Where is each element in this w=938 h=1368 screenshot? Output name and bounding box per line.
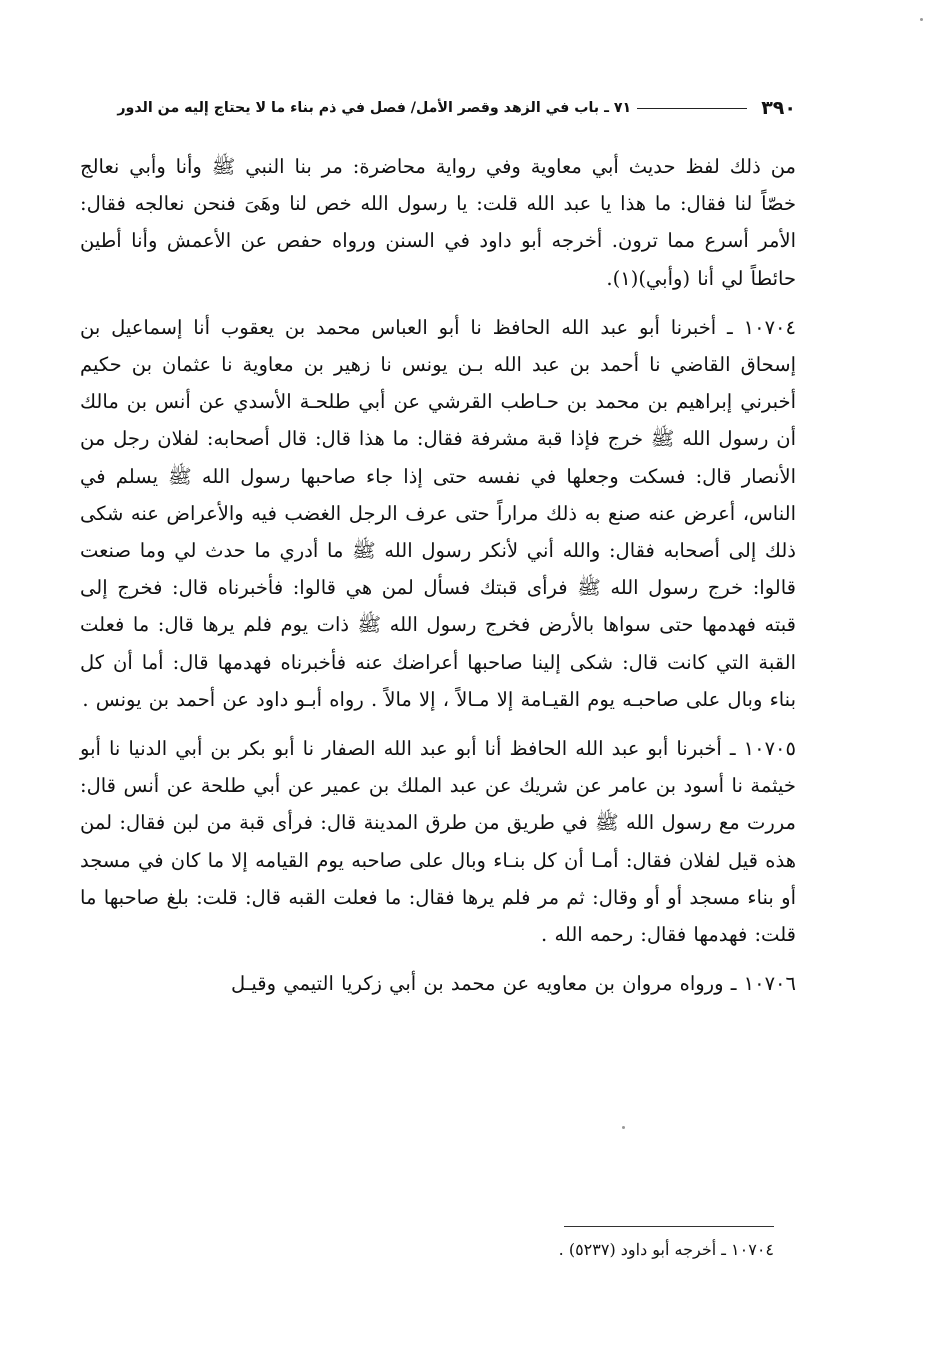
footnote: ١٠٧٠٤ ـ أخرجه أبو داود (٥٢٣٧) .: [558, 1240, 774, 1259]
paragraph-10704: ١٠٧٠٤ ـ أخبرنا أبو عبد الله الحافظ نا أبو العباس محمد بن يعقوب أنا إسماعيل بن إسحاق القاضي نا أحمد بن عبد الله بـن يونس نا زهير بن معاوية نا عثمان بن حكيم أخبرني إبراهيم بن محمد بن حـاطب القرشي عن أبي طلحـة الأسدي عن أنس بن مالك أن رسول الله ﷺ خرج فإذا قبة مشرفة فقال: ما هذا قال: قال أصحابه: لفلان رجل من الأنصار قال: فسكت وجعلها في نفسه حتى إذا جاء صاحبها رسول الله ﷺ يسلم في الناس، أعرض عنه صنع به ذلك مراراً حتى عرف الرجل الغضب فيه والأعراض عنه شكى ذلك إلى أصحابه فقال: والله أني لأنكر رسول الله ﷺ ما أدري ما حدث لي وما صنعت قالوا: خرج رسول الله ﷺ فرأى قبتك فسأل لمن هي قالوا: فأخبرناه قال: فخرج إلى قبته فهدمها حتى سواها بالأرض فخرج رسول الله ﷺ ذات يوم فلم يرها قال: ما فعلت القبة التي كانت قال: شكى إلينا صاحبها أعراضك عنه فأخبرناه فهدمها قال: أما أن كل بناء وبال على صاحبـه يوم القيـامة إلا مـالاً ، إلا مالاً . رواه أبـو داود عن أحمد بن يونس .: [80, 315, 796, 711]
running-title: ٧١ ـ باب في الزهد وقصر الأمل/ فصل في ذم بناء ما لا يحتاج إليه من الدور: [117, 100, 632, 116]
footnote-divider: [564, 1226, 774, 1227]
header-divider: [637, 108, 747, 109]
main-text: [80, 148, 796, 1014]
paragraph-intro: من ذلك لفظ حديث أبي معاوية وفي رواية محاضرة: مر بنا النبي ﷺ وأنا وأبي نعالج خصّاً لنا فقال: ما هذا يا عبد الله قلت: يا رسول الله خص لنا وهَىَ فنحن نعالجه فقال: الأمر أسرع مما ترون. أخرجه أبو داود في السنن ورواه حفص عن الأعمش وأنا أطين حائطاً لي أنا (وأبي)(١).: [80, 155, 796, 290]
page-header: [84, 92, 796, 124]
paragraph-10705: ١٠٧٠٥ ـ أخبرنا أبو عبد الله الحافظ أنا أبو عبد الله الصفار نا أبو بكر بن أبي الدنيا نا أبو خيثمة نا أسود بن عامر عن شريك عن عبد الملك بن عمير عن أبي طلحة عن أنس قال: مررت مع رسول الله ﷺ في طريق من طرق المدينة قال: فرأى قبة من لبن فقال: لمن هذه قيل لفلان فقال: أمـا أن كل بنـاء وبال على صاحبه يوم القيامه إلا ما كان في مسجد أو بناء مسجد أو أو وقال: ثم مر فلم يرها فقال: ما فعلت القبه قال: قلت: بلغ صاحبها ما قلت: فهدمها فقال: رحمه الله .: [80, 737, 796, 947]
paragraph-10706: ١٠٧٠٦ ـ ورواه مروان بن معاويه عن محمد بن أبي زكريا التيمي وقيـل: [230, 972, 796, 996]
scan-speck: [622, 1126, 625, 1129]
scan-speck: [920, 18, 923, 21]
page-number: ٣٩٠: [761, 97, 796, 119]
